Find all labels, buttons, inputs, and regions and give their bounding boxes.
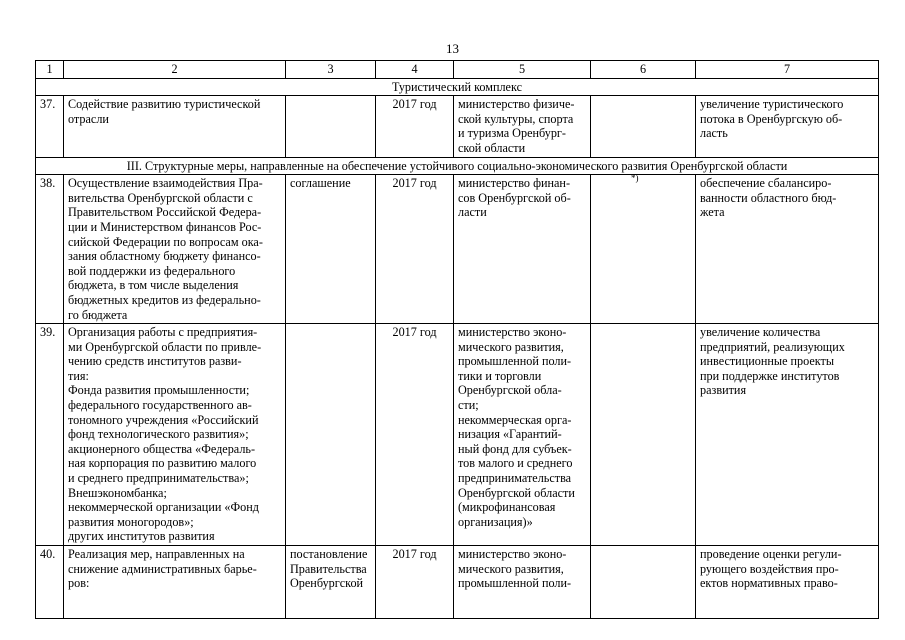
result-cell xyxy=(696,96,879,157)
measure-cell xyxy=(64,546,286,619)
result-cell xyxy=(696,324,879,546)
executor-text-line: промышленной поли- xyxy=(458,576,572,591)
measure-text-line: Внешэкономбанка; xyxy=(68,485,167,500)
executor-text-line: Оренбургской области xyxy=(458,485,575,500)
executor-text-line: Оренбургской обла- xyxy=(458,383,562,398)
result-text-line: обеспечение сбалансиро- xyxy=(700,176,832,191)
measure-text-line: Организация работы с предприятия- xyxy=(68,325,258,340)
table-row xyxy=(36,175,879,324)
result-text-line: жета xyxy=(700,205,725,220)
executor-text-line: некоммерческая орга- xyxy=(458,412,572,427)
document-type-cell xyxy=(286,324,376,546)
measure-text-line: вительства Оренбургской области с xyxy=(68,190,253,205)
measures-table xyxy=(35,60,879,619)
measure-text-line: фонд технологического развития»; xyxy=(68,427,249,442)
funding-cell xyxy=(591,175,696,324)
document-type-cell xyxy=(286,175,376,324)
column-header: 7 xyxy=(696,61,879,79)
row-number-cell: 38. xyxy=(36,175,64,324)
page-number: 13 xyxy=(446,41,459,56)
column-header: 6 xyxy=(591,61,696,79)
result-text-line: ванности областного бюд- xyxy=(700,190,837,205)
measure-cell xyxy=(64,96,286,157)
section-row xyxy=(36,78,879,96)
executor-cell xyxy=(454,96,591,157)
measure-text-line: отрасли xyxy=(68,111,109,126)
document-type-line: постановление xyxy=(290,547,368,561)
funding-cell xyxy=(591,324,696,546)
result-cell xyxy=(696,175,879,324)
footnote-marker: *) xyxy=(631,174,639,184)
result-text-line: инвестиционные проекты xyxy=(700,354,835,369)
table-row xyxy=(36,546,879,619)
section-row xyxy=(36,157,879,175)
result-text-line: ектов нормативных право- xyxy=(700,576,838,591)
executor-text-line: мического развития, xyxy=(458,339,564,354)
measure-text-line: и среднего предпринимательства»; xyxy=(68,471,249,486)
executor-text-line: тики и торговли xyxy=(458,368,542,383)
table-row xyxy=(36,96,879,157)
executor-text-line: министерство финан- xyxy=(458,176,570,191)
executor-text-line: промышленной поли- xyxy=(458,354,572,369)
result-text-line: потока в Оренбургскую об- xyxy=(700,111,843,126)
result-text-line: при поддержке институтов xyxy=(700,368,840,383)
table-row xyxy=(36,324,879,546)
measure-text-line: других институтов развития xyxy=(68,529,215,544)
measure-text-line: го бюджета xyxy=(68,307,128,322)
row-number-cell: 39. xyxy=(36,324,64,546)
executor-text-line: (микрофинансовая xyxy=(458,500,556,515)
measure-text-line: ная корпорация по развитию малого xyxy=(68,456,257,471)
result-text-line: проведение оценки регули- xyxy=(700,547,842,561)
table-body xyxy=(36,61,879,619)
executor-text-line: ный фонд для субъек- xyxy=(458,441,572,456)
executor-text-line: ской культуры, спорта xyxy=(458,111,574,126)
executor-text-line: министерство эконо- xyxy=(458,325,567,340)
column-header: 5 xyxy=(454,61,591,79)
executor-text-line: мического развития, xyxy=(458,561,564,576)
measure-text-line: Фонда развития промышленности; xyxy=(68,383,250,398)
term-cell: 2017 год xyxy=(376,546,454,619)
measure-text-line: сийской Федерации по вопросам ока- xyxy=(68,234,263,249)
measure-text-line: Правительством Российской Федера- xyxy=(68,205,262,220)
executor-text-line: организация)» xyxy=(458,514,533,529)
measure-text-line: тия: xyxy=(68,368,89,383)
executor-text-line: сти; xyxy=(458,398,479,413)
executor-cell xyxy=(454,324,591,546)
measure-cell xyxy=(64,175,286,324)
term-cell: 2017 год xyxy=(376,96,454,157)
column-header: 3 xyxy=(286,61,376,79)
document-type-line: Оренбургской xyxy=(290,576,364,591)
result-text-line: развития xyxy=(700,383,747,398)
column-header: 1 xyxy=(36,61,64,79)
measure-text-line: ров: xyxy=(68,576,90,591)
measure-text-line: снижение административных барье- xyxy=(68,561,257,576)
measure-text-line: ми Оренбургской области по привле- xyxy=(68,339,262,354)
document-type-line: Правительства xyxy=(290,561,367,576)
measure-text-line: вой поддержки из федерального xyxy=(68,263,236,278)
measure-text-line: ции и Министерством финансов Рос- xyxy=(68,219,262,234)
measure-text-line: развития моногородов»; xyxy=(68,514,194,529)
section-title-tourism: Туристический комплекс xyxy=(36,78,879,96)
measure-text-line: Реализация мер, направленных на xyxy=(68,547,245,561)
result-text-line: увеличение количества xyxy=(700,325,821,340)
executor-text-line: министерство физиче- xyxy=(458,97,575,112)
measure-cell xyxy=(64,324,286,546)
executor-text-line: предпринимательства xyxy=(458,471,572,486)
term-cell: 2017 год xyxy=(376,324,454,546)
funding-cell xyxy=(591,546,696,619)
result-text-line: предприятий, реализующих xyxy=(700,339,845,354)
section-title-structural: III. Структурные меры, направленные на обеспечение устойчивого социально-экономического развития Оренбургской области xyxy=(36,157,879,175)
column-header: 4 xyxy=(376,61,454,79)
executor-text-line: ласти xyxy=(458,205,487,220)
executor-text-line: тов малого и среднего xyxy=(458,456,573,471)
executor-text-line: и туризма Оренбург- xyxy=(458,126,566,141)
result-text-line: ласть xyxy=(700,126,728,141)
executor-cell xyxy=(454,175,591,324)
term-cell: 2017 год xyxy=(376,175,454,324)
executor-text-line: сов Оренбургской об- xyxy=(458,190,571,205)
result-text-line: увеличение туристического xyxy=(700,97,844,112)
result-text-line: рующего воздействия про- xyxy=(700,561,839,576)
executor-cell xyxy=(454,546,591,619)
executor-text-line: низация «Гарантий- xyxy=(458,427,562,442)
document-type-line: соглашение xyxy=(290,176,351,191)
measure-text-line: зания областному бюджету финансо- xyxy=(68,249,261,264)
column-header: 2 xyxy=(64,61,286,79)
row-number-cell: 37. xyxy=(36,96,64,157)
measure-text-line: бюджета, в том числе выделения xyxy=(68,278,239,293)
measure-text-line: акционерного общества «Федераль- xyxy=(68,441,256,456)
measure-text-line: некоммерческой организации «Фонд xyxy=(68,500,259,515)
executor-text-line: ской области xyxy=(458,140,526,155)
row-number-cell: 40. xyxy=(36,546,64,619)
measure-text-line: чению средств институтов разви- xyxy=(68,354,242,369)
result-cell xyxy=(696,546,879,619)
measure-text-line: федерального государственного ав- xyxy=(68,398,252,413)
measure-text-line: Содействие развитию туристической xyxy=(68,97,261,112)
document-type-cell xyxy=(286,546,376,619)
column-header-row xyxy=(36,61,879,79)
measure-text-line: бюджетных кредитов из федерально- xyxy=(68,292,261,307)
executor-text-line: министерство эконо- xyxy=(458,547,567,561)
measure-text-line: Осуществление взаимодействия Пра- xyxy=(68,176,263,191)
measure-text-line: тономного учреждения «Российский xyxy=(68,412,259,427)
document-type-cell xyxy=(286,96,376,157)
funding-cell xyxy=(591,96,696,157)
